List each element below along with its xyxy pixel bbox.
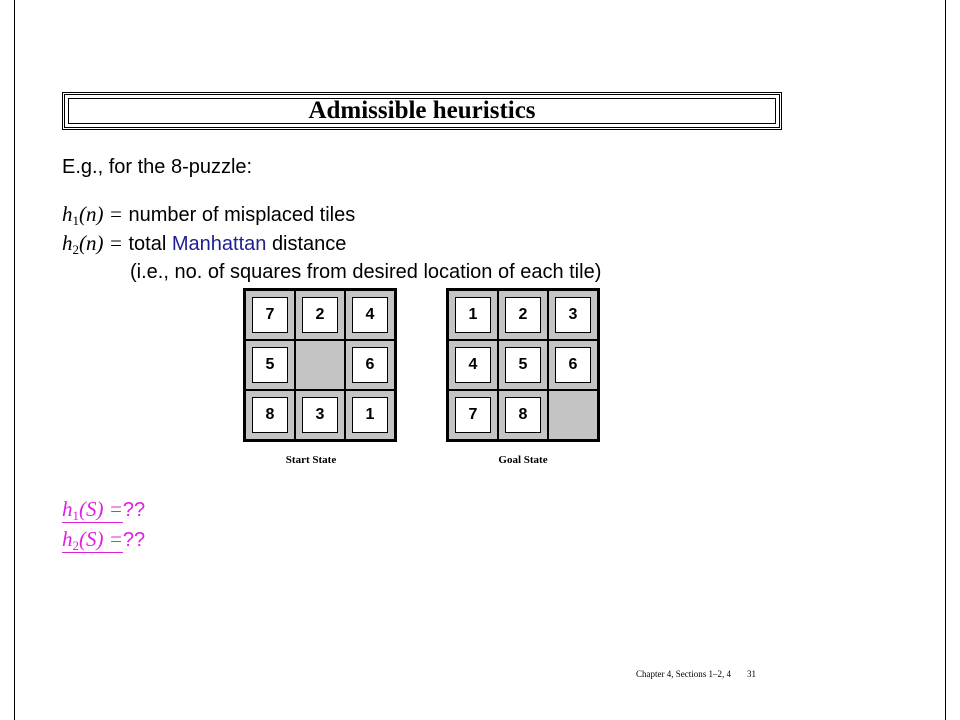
h2-question[interactable] bbox=[62, 527, 145, 554]
h2-text-a: total bbox=[128, 233, 167, 255]
title-box bbox=[62, 92, 782, 130]
h1-symbol: $h_1(n)$ = bbox=[62, 202, 123, 228]
start-state-board bbox=[243, 288, 397, 442]
puzzle-tile: 1 bbox=[352, 397, 388, 433]
start-state-caption: Start State bbox=[285, 454, 337, 466]
puzzle-cell bbox=[448, 290, 498, 340]
puzzle-cell bbox=[498, 290, 548, 340]
puzzle-cell bbox=[498, 390, 548, 440]
h2-question-link[interactable]: $h_2(S)$ = bbox=[62, 527, 123, 553]
puzzle-cell bbox=[245, 340, 295, 390]
blank-cell bbox=[548, 390, 598, 440]
puzzle-cell bbox=[548, 290, 598, 340]
puzzle-tile: 4 bbox=[455, 347, 491, 383]
puzzle-cell bbox=[498, 340, 548, 390]
puzzle-tile: 2 bbox=[505, 297, 541, 333]
puzzle-tile: 5 bbox=[252, 347, 288, 383]
h2-symbol: $h_2(n)$ = bbox=[62, 231, 123, 257]
h1-question-link[interactable]: $h_1(S)$ = bbox=[62, 497, 123, 523]
puzzle-cell bbox=[295, 290, 345, 340]
blank-cell bbox=[295, 340, 345, 390]
puzzle-tile: 3 bbox=[555, 297, 591, 333]
puzzle-tile: 3 bbox=[302, 397, 338, 433]
puzzle-tile: 2 bbox=[302, 297, 338, 333]
slide-title: Admissible heuristics bbox=[308, 97, 536, 124]
puzzle-tile: 8 bbox=[505, 397, 541, 433]
h2-definition bbox=[62, 231, 346, 258]
intro-text: E.g., for the 8-puzzle: bbox=[62, 156, 253, 178]
note-text: (i.e., no. of squares from desired location of each tile) bbox=[130, 261, 602, 283]
puzzle-cell bbox=[448, 390, 498, 440]
puzzle-cell bbox=[448, 340, 498, 390]
h2-question-marks: ?? bbox=[122, 529, 146, 551]
puzzle-cell bbox=[245, 290, 295, 340]
h1-text: number of misplaced tiles bbox=[128, 204, 356, 226]
puzzle-tile: 1 bbox=[455, 297, 491, 333]
puzzle-tile: 6 bbox=[352, 347, 388, 383]
h2-text-b: distance bbox=[271, 233, 347, 255]
puzzle-tile: 7 bbox=[252, 297, 288, 333]
h1-question[interactable] bbox=[62, 497, 145, 524]
footer-chapter: Chapter 4, Sections 1–2, 4 bbox=[636, 669, 731, 679]
h1-question-marks: ?? bbox=[122, 499, 146, 521]
puzzle-tile: 6 bbox=[555, 347, 591, 383]
page-number: 31 bbox=[747, 669, 756, 679]
puzzle-cell bbox=[245, 390, 295, 440]
puzzle-cell bbox=[345, 340, 395, 390]
puzzle-tile: 8 bbox=[252, 397, 288, 433]
puzzle-cell bbox=[345, 390, 395, 440]
puzzle-tile: 5 bbox=[505, 347, 541, 383]
puzzle-cell bbox=[548, 340, 598, 390]
h1-definition bbox=[62, 202, 355, 229]
puzzle-cell bbox=[345, 290, 395, 340]
puzzle-tile: 4 bbox=[352, 297, 388, 333]
footer bbox=[636, 669, 756, 679]
goal-state-board bbox=[446, 288, 600, 442]
manhattan-link[interactable]: Manhattan bbox=[171, 233, 267, 255]
goal-state-caption: Goal State bbox=[498, 454, 548, 466]
puzzle-tile: 7 bbox=[455, 397, 491, 433]
puzzle-cell bbox=[295, 390, 345, 440]
